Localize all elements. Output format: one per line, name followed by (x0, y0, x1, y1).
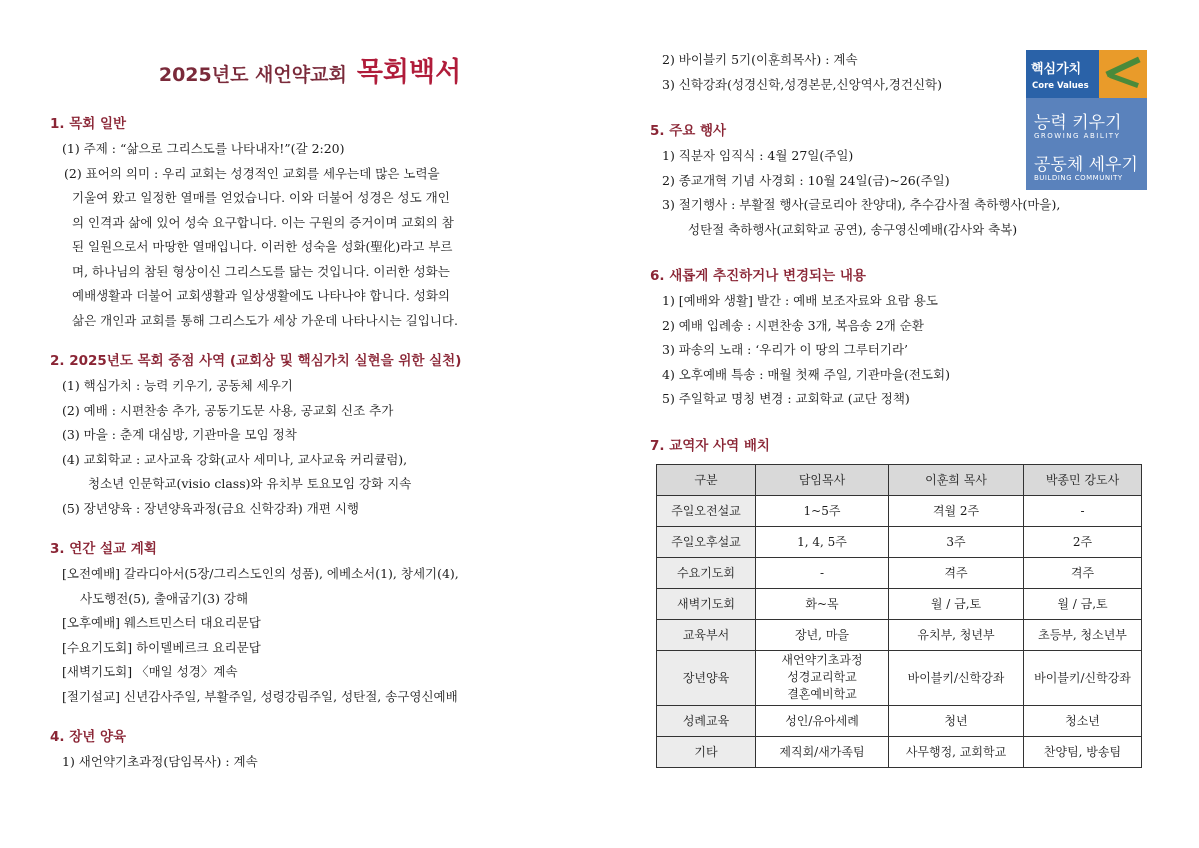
section-ministry-general (50, 112, 570, 333)
sun-burst-icon (1099, 50, 1147, 98)
table-cell: 월 / 금,토 (1024, 588, 1142, 619)
table-cell: - (1024, 495, 1142, 526)
logo-core-kr: 핵심가치 (1031, 62, 1082, 77)
title-main: 목회백서 (356, 57, 462, 88)
meaning-line: (2) 표어의 의미 : 우리 교회는 성경적인 교회를 세우는데 많은 노력을 (64, 165, 440, 181)
table-cell: 새벽기도회 (657, 588, 756, 619)
meaning-line: 며, 하나님의 참된 형상이신 그리스도를 닮는 것입니다. 이러한 성화는 (72, 263, 450, 279)
section-heading: 3. 연간 설교 계획 (50, 541, 157, 557)
core-values-logo (1026, 50, 1147, 190)
logo-value2-kr: 공동체 세우기 (1034, 155, 1138, 175)
table-cell: 바이블키/신학강좌 (889, 650, 1024, 705)
meaning-line: 의 인격과 삶에 있어 성숙 요구합니다. 이는 구원의 증거이며 교회의 참 (72, 214, 454, 230)
theme-line: (1) 주제 : “삶으로 그리스도를 나타내자!”(갈 2:20) (62, 141, 345, 156)
education-item: 2) 바이블키 5기(이훈희목사) : 계속 (662, 52, 858, 67)
meaning-line: 예배생활과 더불어 교회생활과 일상생활에도 나타나야 합니다. 성화의 (72, 288, 450, 303)
focus-item: (5) 장년양육 : 장년양육과정(금요 신학강좌) 개편 시행 (62, 500, 360, 516)
table-header-cell: 이훈희 목사 (889, 464, 1024, 495)
cell-line: 성경교리학교 (787, 670, 857, 684)
sermon-line: [수요기도회] 하이델베르크 요리문답 (62, 639, 261, 655)
table-cell: 화~목 (756, 588, 889, 619)
title-year-church: 2025년도 새언약교회 (158, 64, 347, 86)
sermon-line-continued: 사도행전(5), 출애굽기(3) 강해 (80, 590, 249, 606)
meaning-line: 된 일원으로서 마땅한 열매입니다. 이러한 성숙을 성화(聖化)라고 부르 (72, 239, 453, 254)
logo-core-en: Core Values (1032, 81, 1089, 91)
education-item: 1) 새언약기초과정(담임목사) : 계속 (62, 754, 258, 769)
table-cell: 격월 2주 (889, 495, 1024, 526)
focus-item: (4) 교회학교 : 교사교육 강화(교사 세미나, 교사교육 커리큘럼), (62, 451, 408, 467)
cell-line: 새언약기초과정 (781, 653, 863, 667)
document-title (50, 50, 570, 90)
table-row (657, 495, 1142, 526)
section-adult-education (50, 725, 570, 775)
table-header-cell: 박종민 강도사 (1024, 464, 1142, 495)
table-cell: 주일오후설교 (657, 526, 756, 557)
section-heading: 7. 교역자 사역 배치 (650, 437, 770, 454)
sermon-line: [새벽기도회] 〈매일 성경〉계속 (62, 664, 238, 679)
sermon-line: [절기설교] 신년감사주일, 부활주일, 성령강림주일, 성탄절, 송구영신예배 (62, 688, 458, 704)
section-new-changes (650, 264, 1150, 412)
table-cell: 격주 (889, 557, 1024, 588)
section-staff-assignment (650, 434, 1150, 768)
table-row (657, 557, 1142, 588)
change-item: 5) 주일학교 명칭 변경 : 교회학교 (교단 정책) (662, 391, 910, 406)
table-cell: 1, 4, 5주 (756, 526, 889, 557)
table-cell: 3주 (889, 526, 1024, 557)
leaf-icon (1109, 73, 1139, 88)
left-page (50, 50, 570, 791)
table-header-cell: 구분 (657, 464, 756, 495)
table-cell: 성례교육 (657, 705, 756, 736)
table-cell: 청년 (889, 705, 1024, 736)
table-cell: 장년양육 (657, 650, 756, 705)
table-cell: - (756, 557, 889, 588)
table-row (657, 705, 1142, 736)
table-cell: 격주 (1024, 557, 1142, 588)
education-item: 3) 신학강좌(성경신학,성경본문,신앙역사,경건신학) (662, 76, 942, 92)
table-cell: 기타 (657, 736, 756, 767)
table-cell: 주일오전설교 (657, 495, 756, 526)
event-item: 1) 직분자 임직식 : 4월 27일(주일) (662, 148, 854, 163)
table-cell: 성인/유아세례 (756, 705, 889, 736)
section-heading: 6. 새롭게 추진하거나 변경되는 내용 (650, 268, 866, 284)
logo-value2-en: BUILDING COMMUNITY (1034, 174, 1123, 182)
table-cell-multiline (756, 650, 889, 705)
section-heading: 5. 주요 행사 (650, 123, 727, 139)
change-item: 1) [예배와 생활] 발간 : 예배 보조자료와 요람 용도 (662, 293, 938, 308)
section-heading: 1. 목회 일반 (50, 116, 127, 132)
table-cell: 교육부서 (657, 619, 756, 650)
logo-value1-kr: 능력 키우기 (1034, 113, 1122, 133)
table-cell: 찬양팀, 방송팀 (1024, 736, 1142, 767)
focus-item: (1) 핵심가치 : 능력 키우기, 공동체 세우기 (62, 378, 293, 393)
focus-item-continued: 청소년 인문학교(visio class)와 유치부 토요모임 강화 지속 (88, 476, 412, 491)
sermon-line: [오후예배] 웨스트민스터 대요리문답 (62, 615, 261, 630)
table-header-cell: 담임목사 (756, 464, 889, 495)
logo-core-banner (1026, 50, 1147, 98)
section-heading: 2. 2025년도 목회 중점 사역 (교회상 및 핵심가치 실현을 위한 실천) (50, 353, 462, 369)
table-row (657, 650, 1142, 705)
logo-value1-en: GROWING ABILITY (1034, 132, 1121, 140)
table-cell: 바이블키/신학강좌 (1024, 650, 1142, 705)
table-row (657, 526, 1142, 557)
meaning-line: 기울여 왔고 일정한 열매를 얻었습니다. 이와 더불어 성경은 성도 개인 (72, 190, 450, 205)
focus-item: (2) 예배 : 시편찬송 추가, 공동기도문 사용, 공교회 신조 추가 (62, 402, 394, 418)
event-item: 2) 종교개혁 기념 사경회 : 10월 24일(금)~26(주일) (662, 172, 950, 188)
sermon-line: [오전예배] 갈라디아서(5장/그리스도인의 성품), 에베소서(1), 창세기(4), (62, 566, 459, 581)
change-item: 4) 오후예배 특송 : 매월 첫째 주일, 기관마을(전도회) (662, 366, 951, 382)
table-cell: 제직회/새가족팀 (756, 736, 889, 767)
change-item: 2) 예배 입례송 : 시편찬송 3개, 복음송 2개 순환 (662, 317, 924, 333)
table-cell: 사무행정, 교회학교 (889, 736, 1024, 767)
table-cell: 청소년 (1024, 705, 1142, 736)
table-row (657, 619, 1142, 650)
table-header-row (657, 464, 1142, 495)
table-cell: 월 / 금,토 (889, 588, 1024, 619)
change-item: 3) 파송의 노래 : ‘우리가 이 땅의 그루터기라’ (662, 342, 909, 357)
table-cell: 수요기도회 (657, 557, 756, 588)
staff-assignment-table (656, 464, 1142, 768)
focus-item: (3) 마을 : 춘계 대심방, 기관마을 모임 정착 (62, 427, 297, 442)
table-row (657, 736, 1142, 767)
section-sermon-plan (50, 537, 570, 709)
table-cell: 장년, 마을 (756, 619, 889, 650)
section-focus-ministry (50, 349, 570, 521)
event-item-continued: 성탄절 축하행사(교회학교 공연), 송구영신예배(감사와 축복) (688, 221, 1018, 237)
table-cell: 유치부, 청년부 (889, 619, 1024, 650)
table-cell: 1~5주 (756, 495, 889, 526)
table-cell: 초등부, 청소년부 (1024, 619, 1142, 650)
cell-line: 결혼예비학교 (787, 687, 857, 701)
table-cell: 2주 (1024, 526, 1142, 557)
event-item: 3) 절기행사 : 부활절 행사(글로리아 찬양대), 추수감사절 축하행사(마을), (662, 197, 1061, 212)
table-row (657, 588, 1142, 619)
section-heading: 4. 장년 양육 (50, 729, 127, 745)
meaning-line: 삶은 개인과 교회를 통해 그리스도가 세상 가운데 나타나시는 길입니다. (72, 312, 458, 328)
